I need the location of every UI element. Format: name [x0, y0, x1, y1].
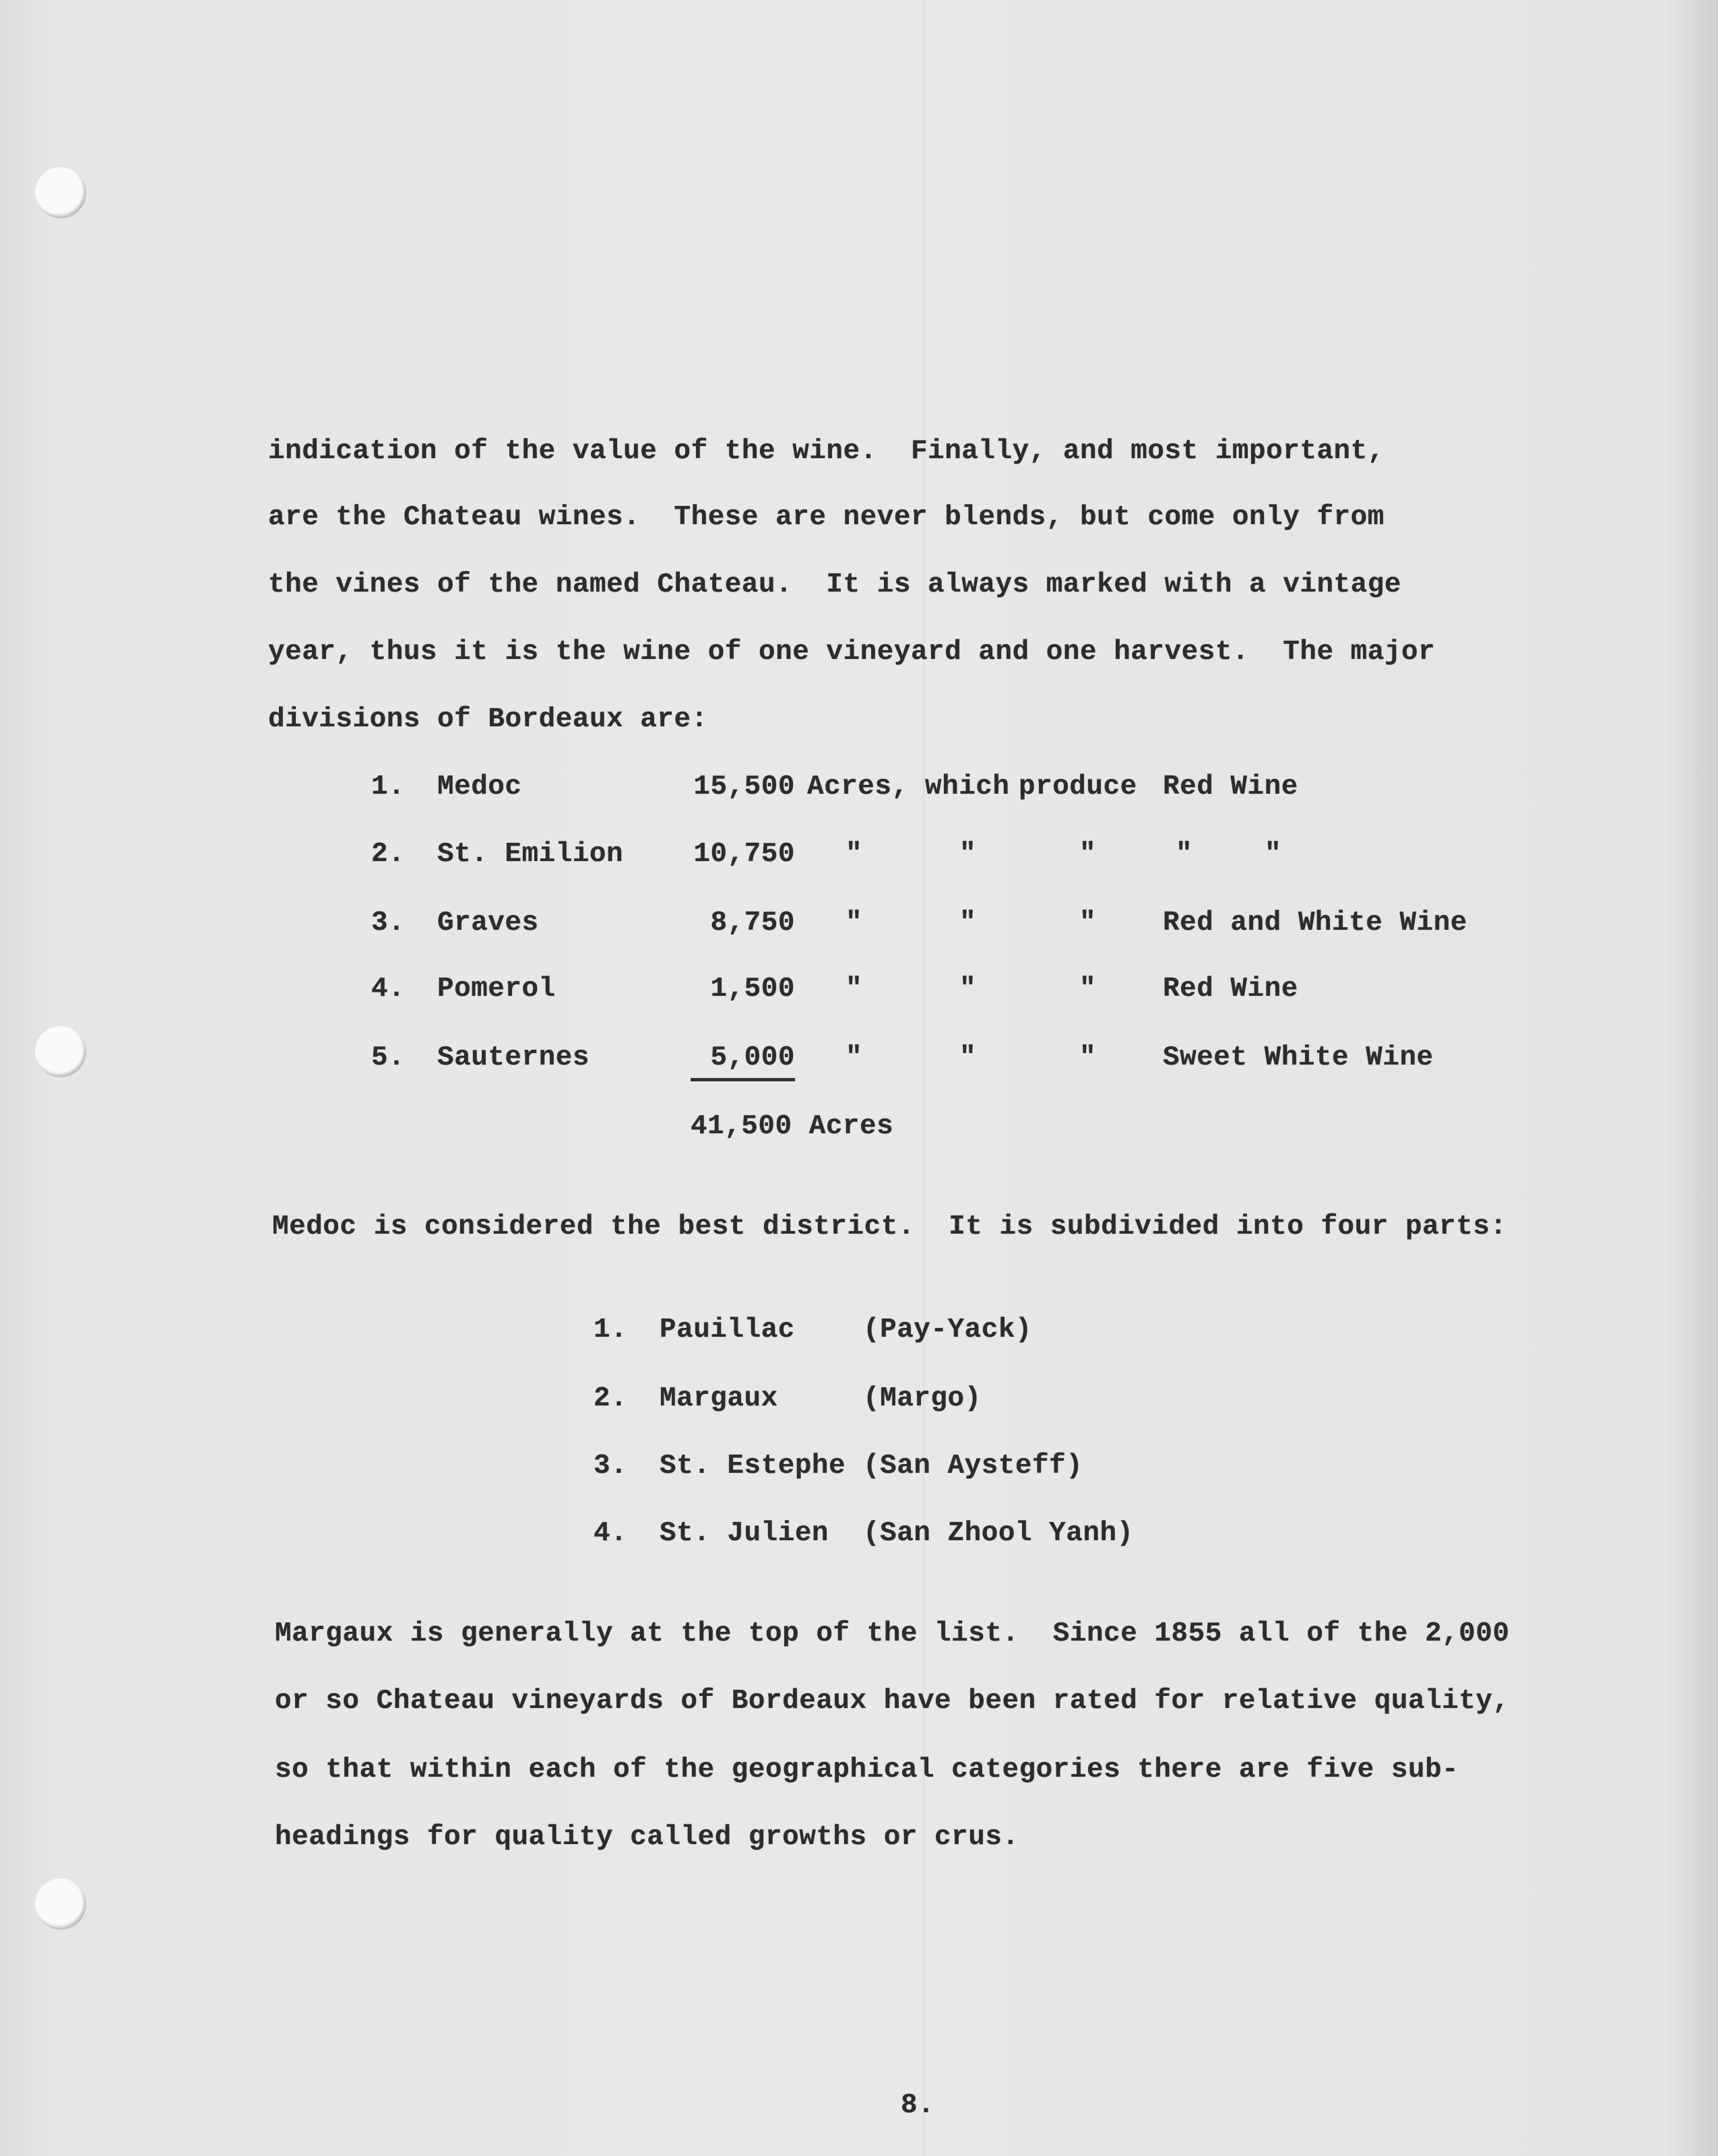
ditto-mark: ": [959, 974, 977, 1005]
ditto-mark: ": [1079, 974, 1097, 1005]
ditto-mark: ": [846, 974, 863, 1005]
commune-name: St. Julien: [660, 1518, 829, 1549]
item-number: 2.: [594, 1383, 628, 1414]
acres-label: Acres,: [807, 771, 909, 802]
text-line: Margaux is generally at the top of the list. Since 1855 all of the 2,000: [275, 1618, 1510, 1649]
row-number: 4.: [371, 974, 406, 1005]
ditto-mark: ": [959, 908, 977, 939]
district-name: Pomerol: [437, 974, 556, 1005]
total-acres: 41,500 Acres: [691, 1111, 894, 1142]
pronunciation: (Margo): [863, 1383, 982, 1414]
punch-hole-icon: [35, 1026, 86, 1077]
paragraph-medoc: Medoc is considered the best district. It is subdivided into four parts:: [272, 1211, 1507, 1242]
ditto-mark: ": [846, 839, 863, 870]
page-number: 8.: [901, 2090, 935, 2121]
wine-type: Red Wine: [1163, 974, 1298, 1005]
text-line: divisions of Bordeaux are:: [268, 704, 708, 735]
wine-type: Sweet White Wine: [1163, 1042, 1434, 1073]
wine-type: Red and White Wine: [1163, 908, 1467, 939]
commune-name: Margaux: [660, 1383, 778, 1414]
punch-hole-icon: [35, 1878, 86, 1930]
text-line: or so Chateau vineyards of Bordeaux have been rated for relative quality,: [275, 1686, 1510, 1717]
wine-type: Red Wine: [1163, 771, 1298, 802]
ditto-mark: ": [959, 839, 977, 870]
acres-value: 1,500: [710, 974, 795, 1005]
row-number: 2.: [371, 839, 406, 870]
text-line: year, thus it is the wine of one vineyard and one harvest. The major: [268, 637, 1436, 668]
commune-name: Pauillac: [660, 1314, 795, 1345]
row-number: 3.: [371, 908, 406, 939]
text-line: headings for quality called growths or crus.: [275, 1822, 1019, 1853]
item-number: 3.: [594, 1451, 628, 1482]
row-number: 1.: [371, 771, 406, 802]
acres-value: 8,750: [710, 908, 795, 939]
produce-label: produce: [1019, 771, 1137, 802]
item-number: 1.: [594, 1314, 628, 1345]
district-name: St. Emilion: [437, 839, 624, 870]
pronunciation: (San Zhool Yanh): [863, 1518, 1134, 1549]
acres-value: 15,500: [693, 771, 795, 802]
text-line: so that within each of the geographical categories there are five sub-: [275, 1754, 1459, 1785]
ditto-mark: ": [959, 1042, 977, 1073]
commune-name: St. Estephe: [660, 1451, 846, 1482]
ditto-mark: ": [1079, 908, 1097, 939]
ditto-mark: ": [846, 908, 863, 939]
text-line: the vines of the named Chateau. It is always marked with a vintage: [268, 569, 1401, 600]
punch-hole-icon: [35, 167, 86, 218]
which-label: which: [925, 771, 1010, 802]
acres-value: 5,000: [710, 1042, 795, 1073]
ditto-mark: ": [1265, 839, 1282, 870]
ditto-mark: ": [1079, 1042, 1097, 1073]
item-number: 4.: [594, 1518, 628, 1549]
district-name: Sauternes: [437, 1042, 590, 1073]
ditto-mark: ": [1079, 839, 1097, 870]
ditto-mark: ": [846, 1042, 863, 1073]
acres-value: 10,750: [693, 839, 795, 870]
ditto-mark: ": [1176, 839, 1193, 870]
pronunciation: (Pay-Yack): [863, 1314, 1033, 1345]
sum-underline: [691, 1078, 795, 1081]
row-number: 5.: [371, 1042, 406, 1073]
district-name: Medoc: [437, 771, 522, 802]
pronunciation: (San Aysteff): [863, 1451, 1083, 1482]
text-line: indication of the value of the wine. Finally, and most important,: [268, 436, 1385, 467]
text-line: are the Chateau wines. These are never blends, but come only from: [268, 502, 1385, 533]
district-name: Graves: [437, 908, 539, 939]
